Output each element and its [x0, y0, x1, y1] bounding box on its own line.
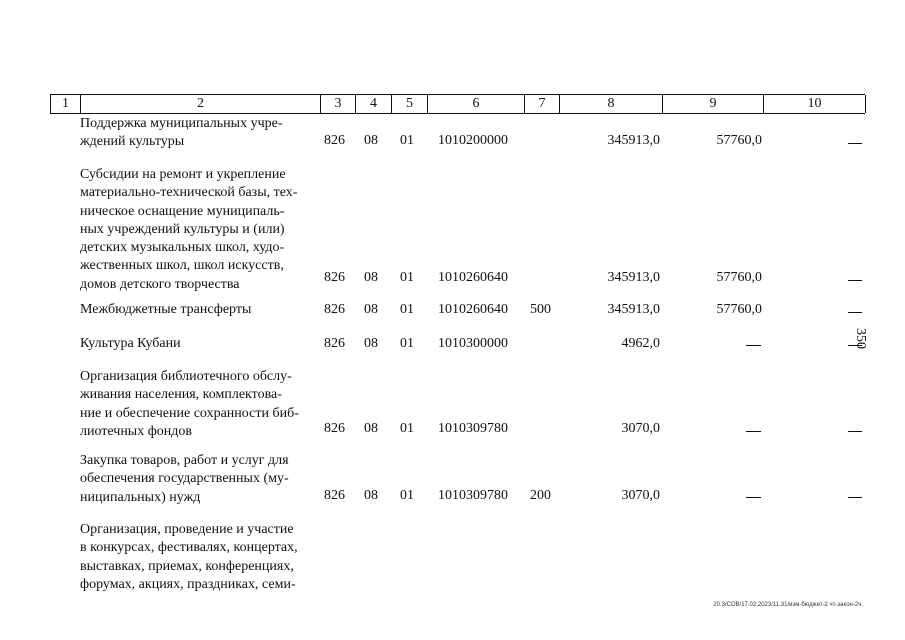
cell-amount-8: 3070,0 — [621, 488, 660, 503]
header-cell-4: 4 — [356, 95, 392, 113]
cell-amount-9: 57760,0 — [716, 302, 762, 317]
row-description: Межбюджетные трансферты — [80, 302, 252, 317]
cell-dash-10 — [848, 497, 862, 498]
cell-amount-8: 3070,0 — [621, 421, 660, 436]
cell-target-article: 1010300000 — [438, 336, 508, 351]
cell-subsection: 01 — [400, 421, 414, 436]
cell-subsection: 01 — [400, 133, 414, 148]
cell-dash-9 — [746, 431, 761, 432]
row-description: Организация, проведение и участие в конкурсах, фестивалях, концертах, выставках, приемах, конференциях, форумах, акциях, праздниках, семи- — [80, 522, 298, 592]
cell-subsection: 01 — [400, 488, 414, 503]
cell-ministry: 826 — [324, 302, 345, 317]
page-number: 350 — [853, 328, 868, 349]
header-cell-5: 5 — [392, 95, 428, 113]
cell-section: 08 — [364, 421, 378, 436]
cell-ministry: 826 — [324, 270, 345, 285]
row-description: Поддержка муниципальных учре- ждений культуры — [80, 116, 283, 150]
row-description: Организация библиотечного обслу- живания населения, комплектова- ние и обеспечение сохранности биб- лиотечных фондов — [80, 369, 299, 439]
cell-dash-10 — [848, 312, 862, 313]
cell-target-article: 1010260640 — [438, 302, 508, 317]
header-cell-9: 9 — [663, 95, 764, 113]
cell-ministry: 826 — [324, 336, 345, 351]
cell-target-article: 1010309780 — [438, 488, 508, 503]
cell-expense-type: 200 — [530, 488, 551, 503]
row-description: Закупка товаров, работ и услуг для обеспечения государственных (му- ниципальных) нужд — [80, 453, 289, 505]
cell-amount-9: 57760,0 — [716, 270, 762, 285]
header-cell-8: 8 — [560, 95, 663, 113]
cell-dash-10 — [848, 143, 862, 144]
cell-ministry: 826 — [324, 488, 345, 503]
cell-amount-8: 345913,0 — [607, 270, 660, 285]
header-cell-1: 1 — [51, 95, 81, 113]
cell-dash-10 — [848, 280, 862, 281]
cell-dash-9 — [746, 345, 761, 346]
table-header-row — [50, 94, 865, 114]
header-cell-7: 7 — [525, 95, 560, 113]
cell-subsection: 01 — [400, 336, 414, 351]
cell-section: 08 — [364, 133, 378, 148]
cell-target-article: 1010260640 — [438, 270, 508, 285]
cell-section: 08 — [364, 270, 378, 285]
header-cell-10: 10 — [764, 95, 866, 113]
cell-subsection: 01 — [400, 270, 414, 285]
header-cell-6: 6 — [428, 95, 525, 113]
cell-section: 08 — [364, 336, 378, 351]
cell-target-article: 1010309780 — [438, 421, 508, 436]
cell-target-article: 1010200000 — [438, 133, 508, 148]
cell-dash-10 — [848, 431, 862, 432]
header-cell-2: 2 — [81, 95, 321, 113]
cell-expense-type: 500 — [530, 302, 551, 317]
cell-amount-8: 345913,0 — [607, 133, 660, 148]
cell-dash-9 — [746, 497, 761, 498]
header-cell-3: 3 — [321, 95, 356, 113]
cell-amount-8: 4962,0 — [621, 336, 660, 351]
row-description: Субсидии на ремонт и укрепление материально-технической базы, тех- ническое оснащение муниципаль- ных учреждений культуры и (или) детских музыкальных школ, худо- жественных школ, школ искусств, домов детского творчества — [80, 167, 298, 292]
row-description: Культура Кубани — [80, 336, 181, 351]
cell-ministry: 826 — [324, 133, 345, 148]
cell-amount-8: 345913,0 — [607, 302, 660, 317]
cell-section: 08 — [364, 302, 378, 317]
cell-ministry: 826 — [324, 421, 345, 436]
footer-stamp: 20.3/СОВ/17.02.2023/11.31/изм-бюджет-2 чт-закон-2ч. — [713, 602, 863, 608]
cell-subsection: 01 — [400, 302, 414, 317]
cell-amount-9: 57760,0 — [716, 133, 762, 148]
cell-section: 08 — [364, 488, 378, 503]
